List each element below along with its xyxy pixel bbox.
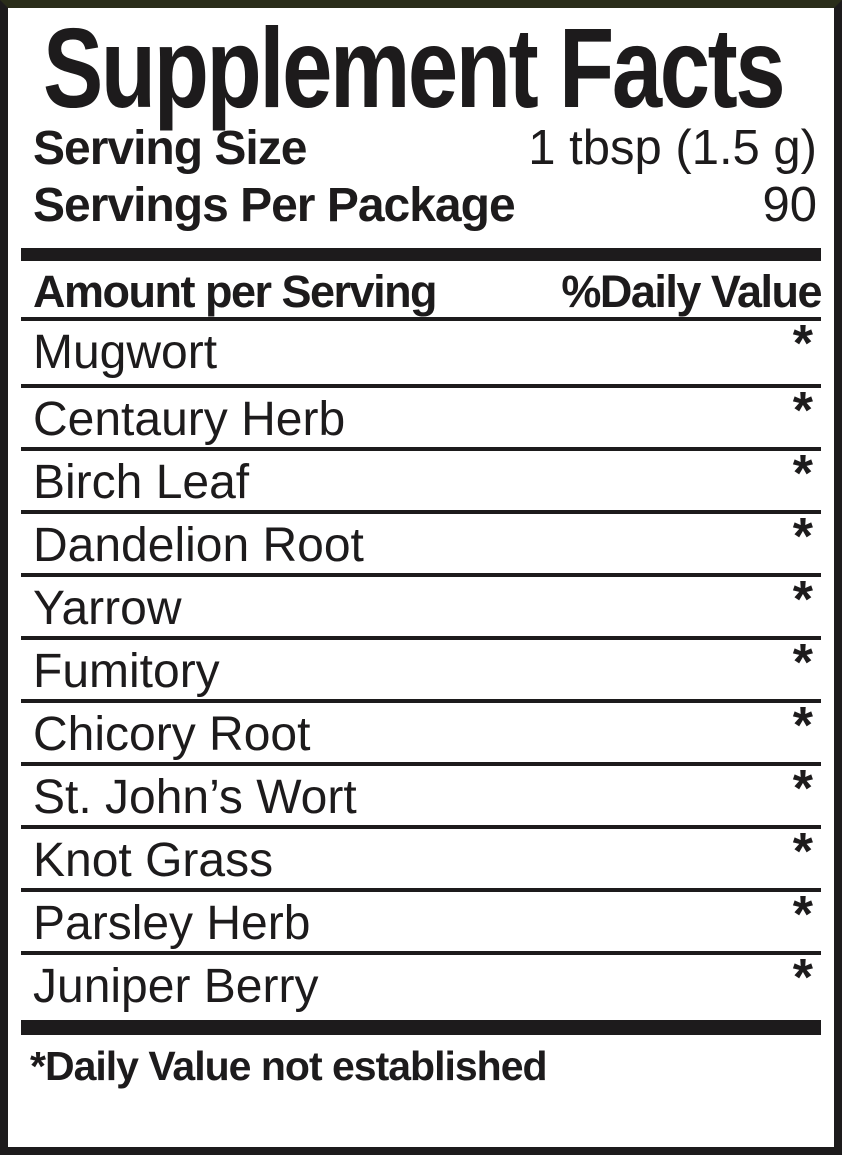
table-row <box>21 315 821 384</box>
ingredient-name: Knot Grass <box>33 834 274 887</box>
ingredient-name: Chicory Root <box>33 708 311 761</box>
table-row <box>21 510 821 573</box>
table-row <box>21 951 821 1014</box>
daily-value-asterisk: * <box>792 445 813 503</box>
ingredient-name: Parsley Herb <box>33 897 311 950</box>
daily-value-asterisk: * <box>792 760 813 818</box>
daily-value-asterisk: * <box>792 634 813 692</box>
daily-value-asterisk: * <box>792 315 813 373</box>
table-row <box>21 825 821 888</box>
ingredient-name: Fumitory <box>33 645 220 698</box>
ingredient-name: Yarrow <box>33 582 182 635</box>
table-row <box>21 636 821 699</box>
serving-size-value: 1 tbsp (1.5 g) <box>528 121 817 175</box>
daily-value-asterisk: * <box>792 823 813 881</box>
daily-value-asterisk: * <box>792 949 813 1007</box>
daily-value-asterisk: * <box>792 382 813 440</box>
table-row <box>21 384 821 447</box>
table-row <box>21 888 821 951</box>
table-row <box>21 447 821 510</box>
ingredient-name: Juniper Berry <box>33 960 319 1013</box>
daily-value-footnote: *Daily Value not established <box>30 1043 547 1089</box>
servings-per-package-label: Servings Per Package <box>33 179 515 232</box>
ingredient-table <box>21 315 821 1014</box>
amount-per-serving-header: Amount per Serving <box>33 266 437 317</box>
thick-divider-bottom <box>21 1020 821 1035</box>
servings-per-package-value: 90 <box>762 178 817 232</box>
table-header-row <box>21 261 821 321</box>
table-row <box>21 573 821 636</box>
ingredient-name: Mugwort <box>33 326 218 379</box>
label-title-text: Supplement Facts <box>43 5 784 131</box>
ingredient-name: Centaury Herb <box>33 393 346 446</box>
ingredient-name: St. John’s Wort <box>33 771 357 824</box>
ingredient-name: Birch Leaf <box>33 456 250 509</box>
ingredient-name: Dandelion Root <box>33 519 364 572</box>
daily-value-header: %Daily Value <box>561 266 821 317</box>
daily-value-asterisk: * <box>792 508 813 566</box>
label-title <box>43 5 821 131</box>
daily-value-asterisk: * <box>792 697 813 755</box>
thick-divider-top <box>21 248 821 261</box>
table-row <box>21 699 821 762</box>
daily-value-asterisk: * <box>792 886 813 944</box>
table-row <box>21 762 821 825</box>
servings-per-package-row <box>21 177 821 234</box>
serving-size-label: Serving Size <box>33 122 307 175</box>
daily-value-asterisk: * <box>792 571 813 629</box>
